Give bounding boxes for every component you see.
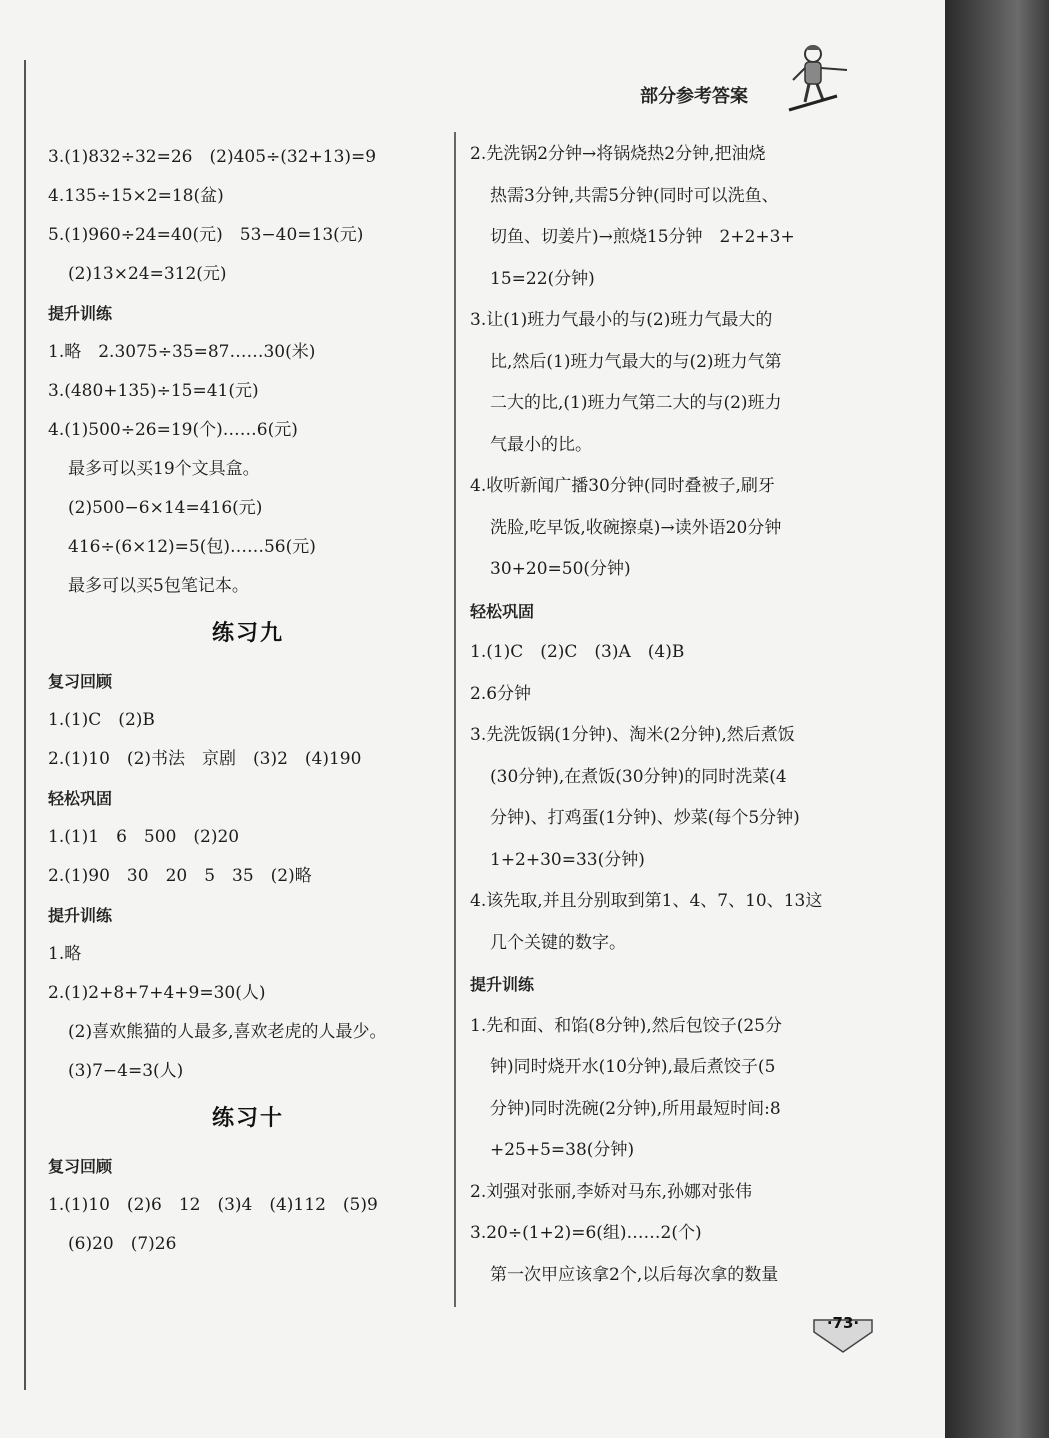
answer-line-continued: 气最小的比。 — [490, 434, 592, 455]
answer-line: 2.(1)10 (2)书法 京剧 (3)2 (4)190 — [48, 749, 362, 769]
answer-line-continued: 热需3分钟,共需5分钟(同时可以洗鱼、 — [490, 185, 779, 206]
answer-line: 3.(480+135)÷15=41(元) — [48, 381, 259, 401]
answer-line: 3.(1)832÷32=26 (2)405÷(32+13)=9 — [48, 147, 377, 167]
answer-line: 2.6分钟 — [470, 683, 532, 704]
answer-line-continued: 30+20=50(分钟) — [490, 559, 631, 579]
answer-line: 1.(1)C (2)B — [48, 710, 155, 730]
answer-line: 1.略 2.3075÷35=87……30(米) — [48, 342, 316, 362]
answer-line: 3.让(1)班力气最小的与(2)班力气最大的 — [470, 310, 773, 330]
subsection-heading: 轻松巩固 — [48, 789, 113, 808]
answer-line-continued: 二大的比,(1)班力气第二大的与(2)班力 — [490, 393, 782, 413]
answer-line-continued: 1+2+30=33(分钟) — [490, 849, 645, 870]
answer-line: 2.(1)90 30 20 5 35 (2)略 — [48, 866, 312, 886]
subsection-heading: 轻松巩固 — [470, 601, 535, 621]
answer-line: 4.135÷15×2=18(盆) — [48, 186, 224, 206]
subsection-heading: 提升训练 — [48, 906, 113, 925]
answer-line: 3.先洗饭锅(1分钟)、淘米(2分钟),然后煮饭 — [470, 725, 795, 745]
answer-line: 4.收听新闻广播30分钟(同时叠被子,刷牙 — [470, 476, 775, 496]
right-answer-column — [470, 134, 890, 1296]
answer-line-continued: (30分钟),在煮饭(30分钟)的同时洗菜(4 — [490, 766, 787, 787]
answer-line-continued: 切鱼、切姜片)→煎烧15分钟 2+2+3+ — [490, 227, 795, 247]
subsection-heading: 复习回顾 — [48, 1157, 113, 1176]
answer-line: 4.该先取,并且分别取到第1、4、7、10、13这 — [470, 891, 823, 911]
answer-line-continued: 15=22(分钟) — [490, 268, 595, 289]
left-answer-column — [48, 138, 448, 1264]
section-title: 练习十 — [211, 1106, 284, 1131]
answer-line-continued: (2)喜欢熊猫的人最多,喜欢老虎的人最少。 — [68, 1022, 387, 1042]
answer-line: 2.先洗锅2分钟→将锅烧热2分钟,把油烧 — [470, 144, 766, 164]
binding-line — [24, 60, 26, 1390]
answer-line-continued: 最多可以买5包笔记本。 — [68, 576, 249, 596]
answer-line-continued: 最多可以买19个文具盒。 — [68, 459, 260, 479]
answer-line-continued: (3)7−4=3(人) — [68, 1061, 184, 1081]
answer-line: 1.(1)10 (2)6 12 (3)4 (4)112 (5)9 — [48, 1195, 378, 1215]
answer-line-continued: 第一次甲应该拿2个,以后每次拿的数量 — [490, 1264, 779, 1285]
subsection-heading: 提升训练 — [470, 975, 535, 994]
answer-line: 3.20÷(1+2)=6(组)……2(个) — [470, 1223, 702, 1243]
subsection-heading: 复习回顾 — [48, 672, 113, 691]
answer-line-continued: 比,然后(1)班力气最大的与(2)班力气第 — [490, 351, 782, 372]
answer-line-continued: 钟)同时烧开水(10分钟),最后煮饺子(5 — [490, 1057, 776, 1077]
answer-line: 1.先和面、和馅(8分钟),然后包饺子(25分 — [470, 1015, 782, 1036]
page-number: ·73· — [826, 1314, 860, 1332]
background-edge — [945, 0, 1049, 1438]
answer-line-continued: 分钟)同时洗碗(2分钟),所用最短时间:8 — [490, 1098, 781, 1119]
answer-line: 2.(1)2+8+7+4+9=30(人) — [48, 983, 266, 1003]
answer-line-continued: 416÷(6×12)=5(包)……56(元) — [68, 537, 316, 557]
column-divider — [454, 132, 456, 1307]
answer-line: 1.(1)C (2)C (3)A (4)B — [470, 642, 685, 662]
subsection-heading: 提升训练 — [48, 304, 113, 323]
answer-line-continued: (2)500−6×14=416(元) — [68, 498, 263, 518]
skier-mascot-icon — [785, 40, 855, 115]
answer-line: 4.(1)500÷26=19(个)……6(元) — [48, 420, 298, 440]
section-title: 练习九 — [211, 621, 284, 646]
answer-line-continued: 分钟)、打鸡蛋(1分钟)、炒菜(每个5分钟) — [490, 808, 800, 828]
answer-line: 2.刘强对张丽,李娇对马东,孙娜对张伟 — [470, 1181, 753, 1202]
answer-line-continued: +25+5=38(分钟) — [490, 1140, 635, 1160]
answer-line-continued: (6)20 (7)26 — [68, 1234, 177, 1254]
answer-line: 5.(1)960÷24=40(元) 53−40=13(元) — [48, 225, 364, 245]
answer-line-continued: 几个关键的数字。 — [490, 932, 626, 953]
page-number-badge — [812, 1314, 874, 1354]
answer-line: 1.略 — [48, 944, 82, 964]
answer-line: 1.(1)1 6 500 (2)20 — [48, 827, 240, 847]
answer-line-continued: 洗脸,吃早饭,收碗擦桌)→读外语20分钟 — [490, 517, 782, 538]
page-header-title: 部分参考答案 — [640, 86, 748, 107]
answer-line-continued: (2)13×24=312(元) — [68, 264, 227, 284]
